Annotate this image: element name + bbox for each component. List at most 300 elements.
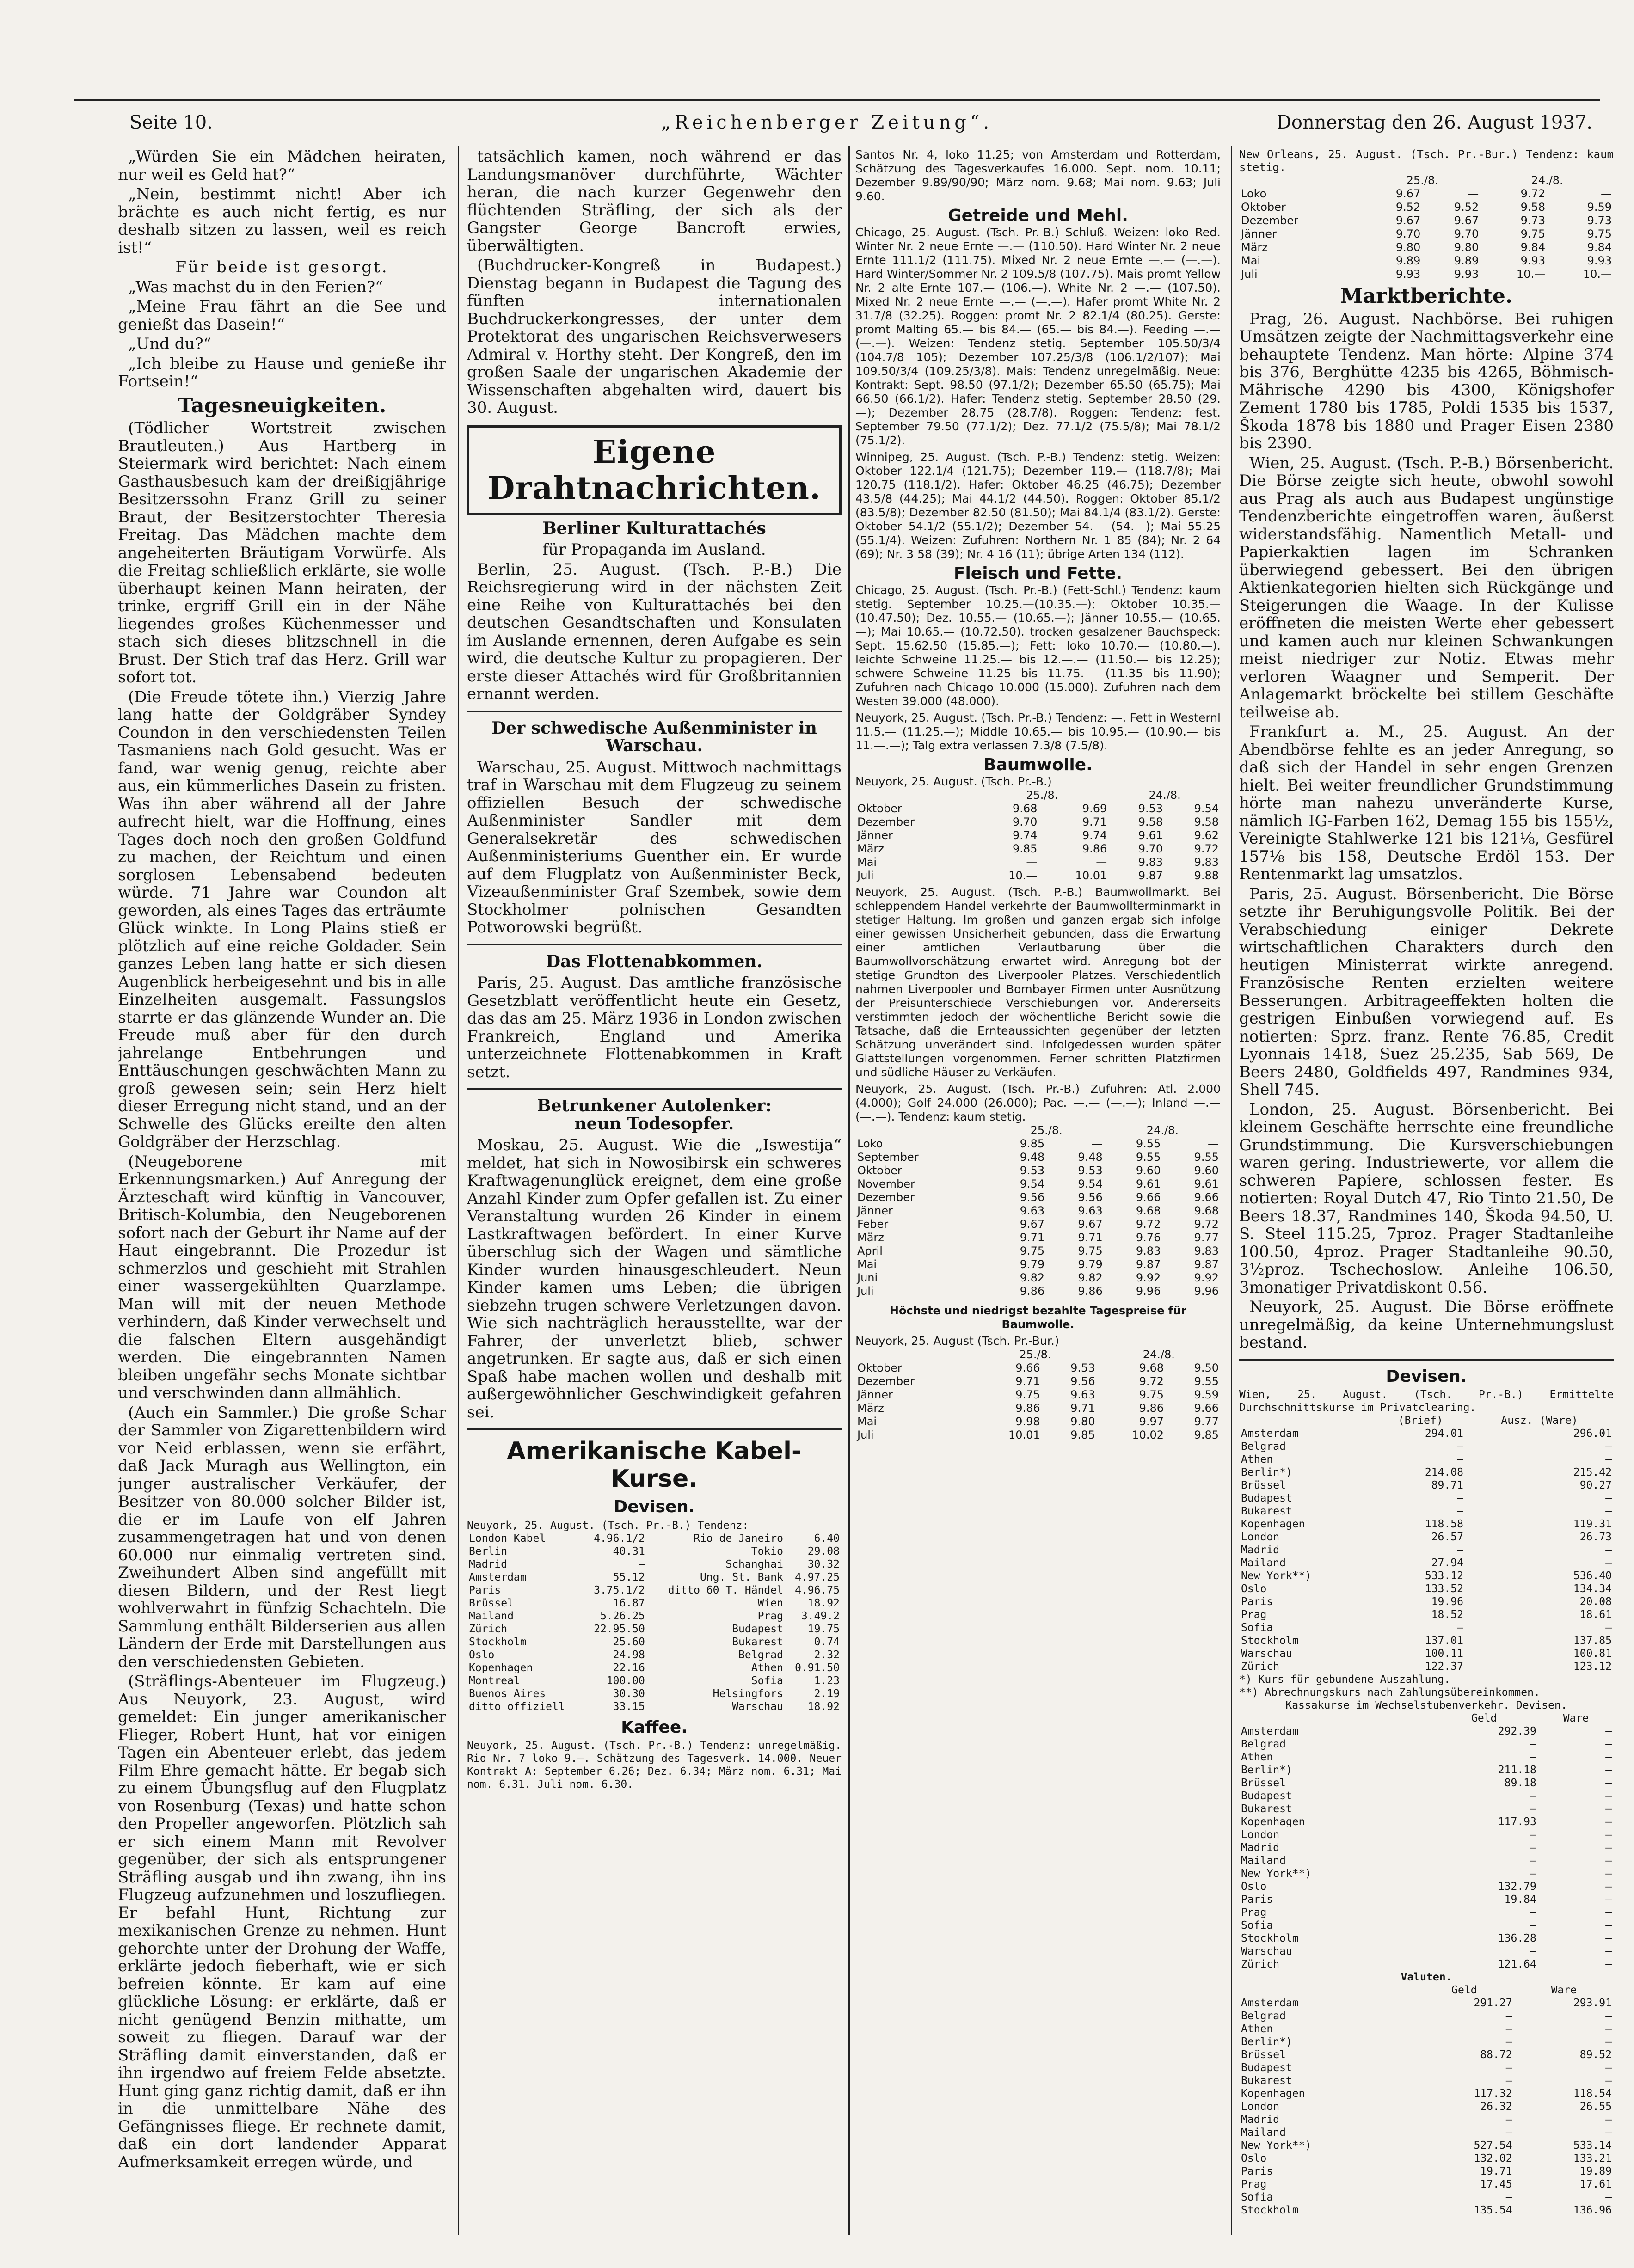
table-cell: 10.— (1008, 869, 1038, 882)
section-heading: Devisen. (614, 1497, 695, 1516)
table-cell: 10.— (1583, 268, 1612, 281)
table-caption: Neuyork, 25. August. (Tsch. Pr.-B.) (855, 775, 1052, 788)
table-row (1239, 1777, 1614, 1790)
table-row (467, 1545, 842, 1558)
table-row (1239, 1660, 1614, 1673)
table-cell: Schanghai (725, 1558, 783, 1570)
table-cell: Brüssel (1241, 1777, 1286, 1789)
table-cell: 136.96 (1573, 2204, 1612, 2216)
table-cell: 137.01 (1425, 1635, 1463, 1647)
devisen-table (1239, 1712, 1614, 1971)
table-row (855, 829, 1221, 842)
table-cell: — (1605, 1505, 1612, 1517)
table-cell: 122.37 (1425, 1661, 1463, 1673)
table-cell: 9.93 (1395, 268, 1421, 281)
table-cell: 9.83 (1136, 1244, 1161, 1257)
table-header-row (855, 789, 1221, 802)
table-cell: Oslo (1241, 1583, 1267, 1595)
table-cell: 9.54 (1078, 1177, 1103, 1190)
table-row (1239, 1997, 1614, 2010)
table-cell: 9.86 (1020, 1285, 1045, 1298)
table-row (467, 1584, 842, 1597)
table-cell: Zürich (1241, 1958, 1280, 1970)
table-header-cell (855, 1124, 989, 1137)
table-cell: 2.32 (814, 1649, 840, 1661)
table-cell: 33.15 (613, 1700, 645, 1713)
table-cell: 10.02 (1132, 1428, 1164, 1441)
table-cell: 136.28 (1498, 1932, 1536, 1944)
table-row (855, 1151, 1221, 1164)
table-row (1239, 2048, 1614, 2061)
column-1 (118, 148, 446, 2237)
table-cell: 9.83 (1194, 856, 1219, 869)
table-row (1239, 214, 1614, 227)
table-cell: — (1605, 1894, 1612, 1906)
table-cell: — (1605, 2075, 1612, 2087)
table-cell: 9.73 (1587, 214, 1612, 227)
table-cell: — (1605, 1881, 1612, 1893)
table-cell: — (1096, 856, 1107, 869)
table-cell: Bukarest (732, 1636, 783, 1648)
table-cell: Paris (1241, 1596, 1273, 1608)
table-cell: London (1241, 1531, 1280, 1543)
table-cell: — (1505, 2036, 1512, 2048)
table-cell: — (1457, 1440, 1463, 1453)
table-cell: — (1605, 1790, 1612, 1802)
table-cell: Bukarest (1241, 1803, 1292, 1815)
table-cell: Athen (1241, 2023, 1273, 2035)
table-cell: Budapest (1241, 1790, 1292, 1802)
table-cell: Berlin*) (1241, 1764, 1292, 1776)
table-row (1239, 1479, 1614, 1492)
table-cell: 9.87 (1138, 869, 1163, 882)
table-cell: 9.69 (1082, 802, 1107, 815)
table-cell: Mai (857, 1415, 877, 1428)
table-cell: 215.42 (1573, 1466, 1612, 1478)
table-cell: 118.58 (1425, 1518, 1463, 1530)
table-cell: Stockholm (1241, 2204, 1299, 2216)
issue-date: Donnerstag den 26. August 1937. (1276, 112, 1592, 133)
table-row (1239, 1453, 1614, 1466)
table-cell: 9.96 (1136, 1285, 1161, 1298)
table-cell: — (1605, 2191, 1612, 2203)
column-3 (855, 148, 1221, 2237)
table-cell: 123.12 (1573, 1661, 1612, 1673)
table-cell: 9.87 (1194, 1258, 1219, 1271)
table-row (1239, 1764, 1614, 1777)
market-report: Chicago, 25. August. (Tsch. Pr.-B.) Schluß. Weizen: loko Red. Winter Nr. 2 neue Ernte —.— (110.50). Hard Winter Nr. 2 neue Ernte 111.1/2 (111.75). Mixed Nr. 2 neue Ernte —.— (—.—). Hard Winter/Sommer Nr. 2 109.5/8 (107.75). Mais promt Yellow Nr. 2 alte Ernte 107.— (106.—). White Nr. 2 —.— (107.50). Mixed Nr. 2 neue Ernte —.— (—.—). Hafer promt White Nr. 2 31.7/8 (32.25). Roggen: promt Nr. 2 82.1/4 (80.25). Gerste: promt Malting 65.— bis 84.— (65.— bis 84.—). Feeding —.— (—.—). Weizen: Tendenz stetig. September 105.50/3/4 (104.7/8 105); Dezember 107.25/3/8 (106.1/2/107); Mai 109.50/3/4 (109.25/3/8). Mais: Tendenz unregelmäßig. Neue: Kontrakt: Sept. 98.50 (97.1/2); Dezember 65.50 (65.75); Mai 66.50 (66.1/2). Hafer: Tendenz stetig. September 28.50 (29.—); Dezember 28.75 (28.7/8). Roggen: Tendenz: fest. September 79.50 (77.1/2); Dez. 77.1/2 (75.5/8); Mai 78.1/2 (75.1/2). (855, 226, 1221, 447)
table-cell: Juni (857, 1271, 878, 1284)
table-row (467, 1674, 842, 1687)
table-cell: 9.48 (1020, 1151, 1045, 1164)
table-cell: 89.71 (1431, 1479, 1463, 1491)
divider (467, 1428, 842, 1430)
table-cell: Amsterdam (1241, 1428, 1299, 1440)
table-cell: 22.16 (613, 1661, 645, 1674)
table-cell: 19.96 (1431, 1596, 1463, 1608)
table-cell: — (1605, 1829, 1612, 1841)
table-row (467, 1532, 842, 1545)
market-report: Frankfurt a. M., 25. August. An der Abendbörse fehlte es an jeder Anregung, so daß sich der Handel in sehr engen Grenzen hielt. Bei weiter freundlicher Grundstimmung hörte man nahezu unveränderte Kurse, nämlich IG-Farben 162, Demag 155 bis 155½, Vereinigte Stahlwerke 121 bis 121⅛, Gesfürel 157⅛ bis 158, Deutsche Erdöl 153. Der Rentenmarkt lag umsatzlos. (1239, 723, 1614, 883)
table-cell: 9.85 (1070, 1428, 1095, 1441)
table-cell: Oslo (1241, 1881, 1267, 1893)
table-cell: 9.92 (1136, 1271, 1161, 1284)
table-cell: — (1457, 1622, 1463, 1634)
market-report: Paris, 25. August. Börsenbericht. Die Börse setzte ihr Beruhigungsvolle Politik. Bei der Verabschiedung einiger Dekrete wirtschaftlichen Charakters durch den heutigen Ministerrat wirkte anregend. Französische Renten erzielten weitere Besserungen. Arbitrageeffekten holten die gestrigen Einbußen vorwiegend auf. Es notierten: Sprz. franz. Rente 76.85, Credit Lyonnais 1418, Suez 25.235, Sab 569, De Beers 2480, Goldfields 497, Randmines 934, Shell 745. (1239, 884, 1614, 1099)
table-cell: 132.02 (1474, 2152, 1512, 2164)
table-header-cell: 25./8. (1406, 174, 1438, 187)
table-cell: — (1605, 1622, 1612, 1634)
table-cell: 9.67 (1078, 1218, 1103, 1231)
table-cell: 24.98 (613, 1649, 645, 1661)
table-cell: — (1468, 187, 1479, 200)
table-row (1239, 1945, 1614, 1958)
table-row (467, 1687, 842, 1700)
table-cell: Oktober (857, 1361, 902, 1374)
table-cell: 1.23 (814, 1674, 840, 1687)
table-row (1239, 1621, 1614, 1634)
table-cell: 9.70 (1012, 815, 1038, 828)
table-header-cell: 25./8. (1026, 789, 1058, 802)
table-cell: — (1530, 1738, 1536, 1750)
table-cell: 9.66 (1136, 1191, 1161, 1204)
table-cell: Sofia (1241, 2191, 1273, 2203)
table-cell: 29.08 (807, 1545, 840, 1557)
table-cell: 9.68 (1012, 802, 1038, 815)
table-cell: 293.91 (1573, 1997, 1612, 2009)
table-row (1239, 2126, 1614, 2139)
table-cell: 27.94 (1431, 1557, 1463, 1569)
table-header-cell: 25./8. (1030, 1124, 1063, 1137)
table-cell: — (1530, 1842, 1536, 1854)
table-cell: ditto offiziell (469, 1700, 565, 1713)
table-cell: Budapest (732, 1623, 783, 1635)
table-row (1239, 1518, 1614, 1531)
table-cell: 9.84 (1587, 241, 1612, 254)
table-cell: 26.32 (1480, 2101, 1512, 2113)
table-cell: Wien (757, 1597, 783, 1609)
table-header-cell: 24./8. (1143, 1348, 1175, 1361)
table-cell: — (1605, 1906, 1612, 1919)
table-row (1239, 1557, 1614, 1569)
table-cell: — (1601, 187, 1612, 200)
table-cell: 9.82 (1078, 1271, 1103, 1284)
table-cell: 3.75.1/2 (594, 1584, 645, 1596)
table-cell: — (1605, 1557, 1612, 1569)
table-cell: 100.11 (1425, 1648, 1463, 1660)
table-cell: 9.63 (1078, 1204, 1103, 1217)
table-cell: 9.80 (1454, 241, 1479, 254)
table-row (855, 842, 1221, 856)
table-note: **) Abrechnungskurs nach Zahlungsübereinkommen. (1239, 1686, 1540, 1698)
table-cell: Dezember (857, 815, 915, 828)
table-cell: 9.70 (1138, 842, 1163, 855)
table-cell: 9.53 (1020, 1164, 1045, 1177)
table-cell: 292.39 (1498, 1725, 1536, 1737)
table-cell: 9.56 (1070, 1375, 1095, 1388)
table-header-cell (1239, 1712, 1430, 1725)
table-row (467, 1636, 842, 1649)
table-cell: Loko (1241, 187, 1267, 200)
table-row (1239, 2061, 1614, 2074)
table-row (1239, 1466, 1614, 1479)
table-cell: 9.52 (1395, 201, 1421, 214)
table-row (1239, 201, 1614, 214)
table-cell: — (1605, 1453, 1612, 1465)
table-cell: — (1505, 2127, 1512, 2139)
table-row (855, 1375, 1221, 1388)
table-cell: 9.61 (1194, 1177, 1219, 1190)
section-banner: Amerikanische Kabel-Kurse. (507, 1437, 802, 1493)
table-cell: März (857, 842, 884, 855)
table-row (467, 1558, 842, 1571)
table-cell: 137.85 (1573, 1635, 1612, 1647)
table-cell: Prag (1241, 1906, 1267, 1919)
news-item: (Sträflings-Abenteuer im Flugzeug.) Aus Neuyork, 23. August, wird gemeldet: Ein junger amerikanischer Flieger, Robert Hunt, hat vor einigen Tagen ein Abenteuer erlebt, das jedem Film Ehre gemacht hätte. Er begab sich zu einem Übungsflug auf den Flugplatz von Rosenburg (Texas) und hatte schon den Propeller angeworfen. Plötzlich sah er sich einem Mann mit Revolver gegenüber, der sich als entsprungener Sträfling ausgab und ihn zwang, ihn ins Flugzeug aufzunehmen und loszufliegen. Er befahl Hunt, Richtung zur mexikanischen Grenze zu nehmen. Hunt gehorchte unter der Drohung der Waffe, erklärte jedoch fieberhaft, wie er sich befreien könnte. Er kam auf eine glückliche Lösung: er erklärte, daß er nicht genügend Benzin mithatte, um soweit zu fliegen. Darauf war der Sträfling damit einverstanden, daß er ihn irgendwo auf freiem Felde absetzte. Hunt ging ganz richtig damit, daß er ihn in die unmittelbare Nähe des Gefängnisses fliege. Er rechnete damit, daß ein dort landender Apparat Aufmerksamkeit erregen würde, und (118, 1672, 446, 2171)
table-row (855, 1244, 1221, 1258)
table-row (855, 1285, 1221, 1298)
cotton-table (855, 789, 1221, 883)
table-cell: — (1605, 1855, 1612, 1867)
table-cell: — (1457, 1544, 1463, 1556)
article-headline: neun Todesopfer. (574, 1114, 734, 1134)
table-row (1239, 2204, 1614, 2217)
article-headline: Berliner Kulturattachés (542, 518, 766, 538)
table-row (1239, 1595, 1614, 1608)
table-row (855, 1428, 1221, 1442)
table-cell: April (857, 1244, 883, 1257)
table-cell: 9.63 (1070, 1388, 1095, 1401)
table-cell: Mai (857, 1258, 877, 1271)
market-report: Neuyork, 25. August. (Tsch. Pr.-B.) Zufuhren: Atl. 2.000 (4.000); Golf 24.000 (26.000); Pac. —.— (—.—); Inland —.— (—.—). Tendenz: kaum stetig. (855, 1082, 1221, 1123)
table-cell: 133.21 (1573, 2152, 1612, 2164)
table-cell: 17.45 (1480, 2178, 1512, 2190)
devisen-table (467, 1532, 842, 1713)
table-cell: Mai (1241, 254, 1261, 267)
table-cell: — (1530, 1919, 1536, 1931)
table-cell: Amsterdam (469, 1571, 527, 1583)
table-cell: 4.96.75 (795, 1584, 840, 1596)
table-cell: Juli (857, 1428, 874, 1441)
table-cell: — (1605, 1777, 1612, 1789)
table-row (1239, 2100, 1614, 2113)
cotton-table (855, 1348, 1221, 1442)
table-cell: Amsterdam (1241, 1997, 1299, 2009)
table-cell: 533.12 (1425, 1570, 1463, 1582)
table-cell: März (1241, 241, 1268, 254)
table-caption: Neuyork, 25. August. (Tsch. Pr.-B.) Tendenz: (467, 1519, 749, 1532)
table-row (1239, 1751, 1614, 1764)
table-row (467, 1623, 842, 1636)
news-item: (Die Freude tötete ihn.) Vierzig Jahre lang hatte der Goldgräber Syndey Coundon in den verschiedensten Teilen Tasmaniens nach Gold gesucht. Was er fand, war wenig genug, reichte aber aus, ein kümmerliches Dasein zu fristen. Was ihn aber während all der Jahre aufrecht hielt, war die Hoffnung, eines Tages doch noch den großen Goldfund zu machen, der Reichtum und einen sorglosen Lebensabend bedeuten würde. 71 Jahre war Coundon alt geworden, als eines Tages das erträumte Glück winkte. In Long Plains stieß er plötzlich auf eine reiche Goldader. Sein ganzes Leben lang hatte er sich diesen Augenblick herbeigesehnt und bis in alle Einzelheiten ausgemalt. Fassungslos starrte er das glänzende Wunder an. Die Freude muß aber für den durch jahrelange Entbehrungen und Enttäuschungen geschwächten Mann zu groß gewesen sein; sein Herz hielt dieser Erregung nicht stand, und an der Schwelle des Glücks ereilte den alten Goldgräber der Herzschlag. (118, 687, 446, 1151)
table-cell: 9.60 (1136, 1164, 1161, 1177)
table-cell: New York**) (1241, 2139, 1312, 2152)
table-row (1239, 241, 1614, 254)
table-cell: — (1605, 2062, 1612, 2074)
table-cell: Zürich (1241, 1661, 1280, 1673)
table-cell: 9.68 (1136, 1204, 1161, 1217)
table-cell: 527.54 (1474, 2139, 1512, 2152)
table-row (1239, 1492, 1614, 1505)
column-4 (1239, 148, 1614, 2237)
table-cell: 9.79 (1078, 1258, 1103, 1271)
table-cell: Belgrad (1241, 2010, 1286, 2022)
table-cell: 9.89 (1395, 254, 1421, 267)
table-row (855, 1402, 1221, 1415)
table-row (467, 1649, 842, 1661)
table-cell: 89.18 (1504, 1777, 1536, 1789)
table-cell: — (1530, 1945, 1536, 1957)
table-cell: Mailand (1241, 1557, 1286, 1569)
table-row (855, 1361, 1221, 1375)
table-cell: 9.75 (1587, 227, 1612, 240)
table-cell: Prag (1241, 2178, 1267, 2190)
table-row (1239, 2035, 1614, 2048)
joke-line: „Meine Frau fährt an die See und genießt das Dasein!“ (118, 297, 446, 334)
table-cell: Mai (857, 856, 877, 869)
table-cell: — (1530, 1751, 1536, 1763)
table-cell: 9.66 (1194, 1191, 1219, 1204)
table-cell: 10.— (1516, 268, 1546, 281)
table-cell: 9.71 (1020, 1231, 1045, 1244)
table-header-cell: Ware (1551, 1984, 1577, 1996)
table-cell: — (639, 1558, 645, 1570)
table-cell: — (1505, 2062, 1512, 2074)
table-cell: Prag (757, 1610, 783, 1622)
table-cell: — (1457, 1505, 1463, 1517)
table-cell: London Kabel (469, 1532, 546, 1545)
table-cell: Budapest (1241, 2062, 1292, 2074)
table-caption: Wien, 25. August. (Tsch. Pr.-B.) Ermittelte Durchschnittskurse im Privatclearing. (1239, 1389, 1614, 1414)
table-cell: 9.53 (1070, 1361, 1095, 1374)
table-row (1239, 1958, 1614, 1971)
table-cell: — (1208, 1137, 1219, 1150)
table-cell: 30.30 (613, 1687, 645, 1700)
table-row (1239, 1880, 1614, 1893)
table-row (467, 1700, 842, 1713)
table-header-cell: 24./8. (1149, 789, 1181, 802)
table-cell: 291.27 (1474, 1997, 1512, 2009)
table-cell: 9.53 (1078, 1164, 1103, 1177)
table-cell: Juli (857, 869, 874, 882)
table-cell: Mailand (469, 1610, 514, 1622)
joke-line: „Würden Sie ein Mädchen heiraten, nur weil es Geld hat?“ (118, 148, 446, 184)
table-header-cell (1239, 174, 1364, 187)
table-row (467, 1610, 842, 1623)
table-cell: — (1605, 1725, 1612, 1737)
table-cell: Rio de Janeiro (694, 1532, 783, 1545)
table-cell: Montreal (469, 1674, 520, 1687)
table-cell: 133.52 (1425, 1583, 1463, 1595)
article-subhead: für Propaganda im Ausland. (542, 540, 766, 559)
table-caption: Valuten. (1401, 1971, 1452, 1983)
news-item: (Auch ein Sammler.) Die große Schar der Sammler von Zigarettenbildern wird vor Neid erblassen, wenn sie erfährt, daß Jack Muragh aus Wellington, ein junger australischer Verkäufer, der Besitzer von 80.000 solcher Bilder ist, die er im Laufe von elf Jahren zusammengetragen hat und von denen 60.000 nur einmalig vertreten sind. Zweihundert Alben sind angefüllt mit diesen Bildern, und der Rest liegt wohlverwahrt in fünfzig Schachteln. Die Sammlung enthält Bilderserien aus allen Ländern der Erde mit Darstellungen aus den verschiedensten Gebieten. (118, 1403, 446, 1671)
table-row (1239, 2074, 1614, 2087)
table-header-cell: Geld (1451, 1984, 1477, 1996)
table-cell: Madrid (1241, 1544, 1280, 1556)
table-row (1239, 1854, 1614, 1867)
section-heading: Kaffee. (621, 1717, 688, 1737)
table-row (855, 802, 1221, 815)
section-banner: Eigene Drahtnachrichten. (467, 425, 842, 515)
table-header-row (1239, 1712, 1614, 1725)
table-cell: — (1605, 2036, 1612, 2048)
table-cell: 26.57 (1431, 1531, 1463, 1543)
table-row (1239, 1634, 1614, 1647)
divider (467, 711, 842, 712)
table-cell: 9.52 (1454, 201, 1479, 214)
table-cell: 121.64 (1498, 1958, 1536, 1970)
table-caption: New Orleans, 25. August. (Tsch. Pr.-Bur.) Tendenz: kaum stetig. (1239, 148, 1614, 174)
table-cell: 9.56 (1078, 1191, 1103, 1204)
table-cell: 9.75 (1020, 1244, 1045, 1257)
table-cell: — (1605, 2010, 1612, 2022)
table-row (1239, 1906, 1614, 1919)
table-header-row (1239, 1414, 1614, 1427)
table-cell: 9.67 (1395, 214, 1421, 227)
joke-line: „Nein, bestimmt nicht! Aber ich brächte es auch nicht fertig, es nur deshalb sitzen zu lassen, weil es reich ist!“ (118, 185, 446, 257)
table-cell: Helsingfors (713, 1687, 783, 1700)
table-cell: 9.66 (1015, 1361, 1040, 1374)
table-cell: Mailand (1241, 2127, 1286, 2139)
table-cell: Athen (1241, 1453, 1273, 1465)
table-cell: 9.70 (1454, 227, 1479, 240)
table-cell: 9.72 (1139, 1375, 1164, 1388)
table-cell: 2.19 (814, 1687, 840, 1700)
table-cell: 117.32 (1474, 2088, 1512, 2100)
table-cell: — (1605, 1945, 1612, 1957)
table-cell: 9.86 (1015, 1402, 1040, 1415)
table-header-row (1239, 174, 1614, 187)
table-cell: Dezember (857, 1375, 915, 1388)
section-heading: Getreide und Mehl. (948, 206, 1128, 225)
section-heading: Tagesneuigkeiten. (178, 393, 387, 417)
table-cell: 16.87 (613, 1597, 645, 1609)
table-row (1239, 2178, 1614, 2191)
joke-line: „Und du?“ (128, 335, 212, 353)
joke-title: Für beide ist gesorgt. (175, 258, 389, 276)
table-cell: 9.61 (1138, 829, 1163, 842)
table-cell: 20.08 (1579, 1596, 1612, 1608)
table-row (467, 1661, 842, 1674)
table-cell: 296.01 (1573, 1428, 1612, 1440)
table-cell: Warschau (1241, 1945, 1292, 1957)
cotton-table (1239, 174, 1614, 281)
table-cell: Stockholm (1241, 1932, 1299, 1944)
table-row (1239, 1893, 1614, 1906)
table-row (1239, 1582, 1614, 1595)
table-cell: Oktober (1241, 201, 1286, 214)
table-cell: 9.48 (1078, 1151, 1103, 1164)
section-heading: Fleisch und Fette. (953, 564, 1123, 583)
divider (467, 944, 842, 945)
table-cell: 9.98 (1015, 1415, 1040, 1428)
table-row (1239, 2165, 1614, 2178)
page-number: Seite 10. (129, 112, 213, 133)
table-cell: Madrid (1241, 1842, 1280, 1854)
news-item: tatsächlich kamen, noch während er das Landungsmanöver durchführte, Wächter heran, die nach kurzer Gegenwehr den flüchtenden Sträfling, der sich als der Gangster George Bancroft erwies, überwältigten. (467, 148, 842, 255)
table-row (855, 1258, 1221, 1271)
table-row (1239, 1867, 1614, 1880)
column-rule (1231, 146, 1232, 2235)
table-cell: 9.97 (1139, 1415, 1164, 1428)
table-header-cell: Ware (1563, 1712, 1589, 1724)
table-cell: Zürich (469, 1623, 508, 1635)
table-cell: — (1091, 1137, 1103, 1150)
table-cell: 40.31 (613, 1545, 645, 1557)
table-header-row (1239, 1984, 1614, 1997)
table-cell: 3.49.2 (801, 1610, 840, 1622)
